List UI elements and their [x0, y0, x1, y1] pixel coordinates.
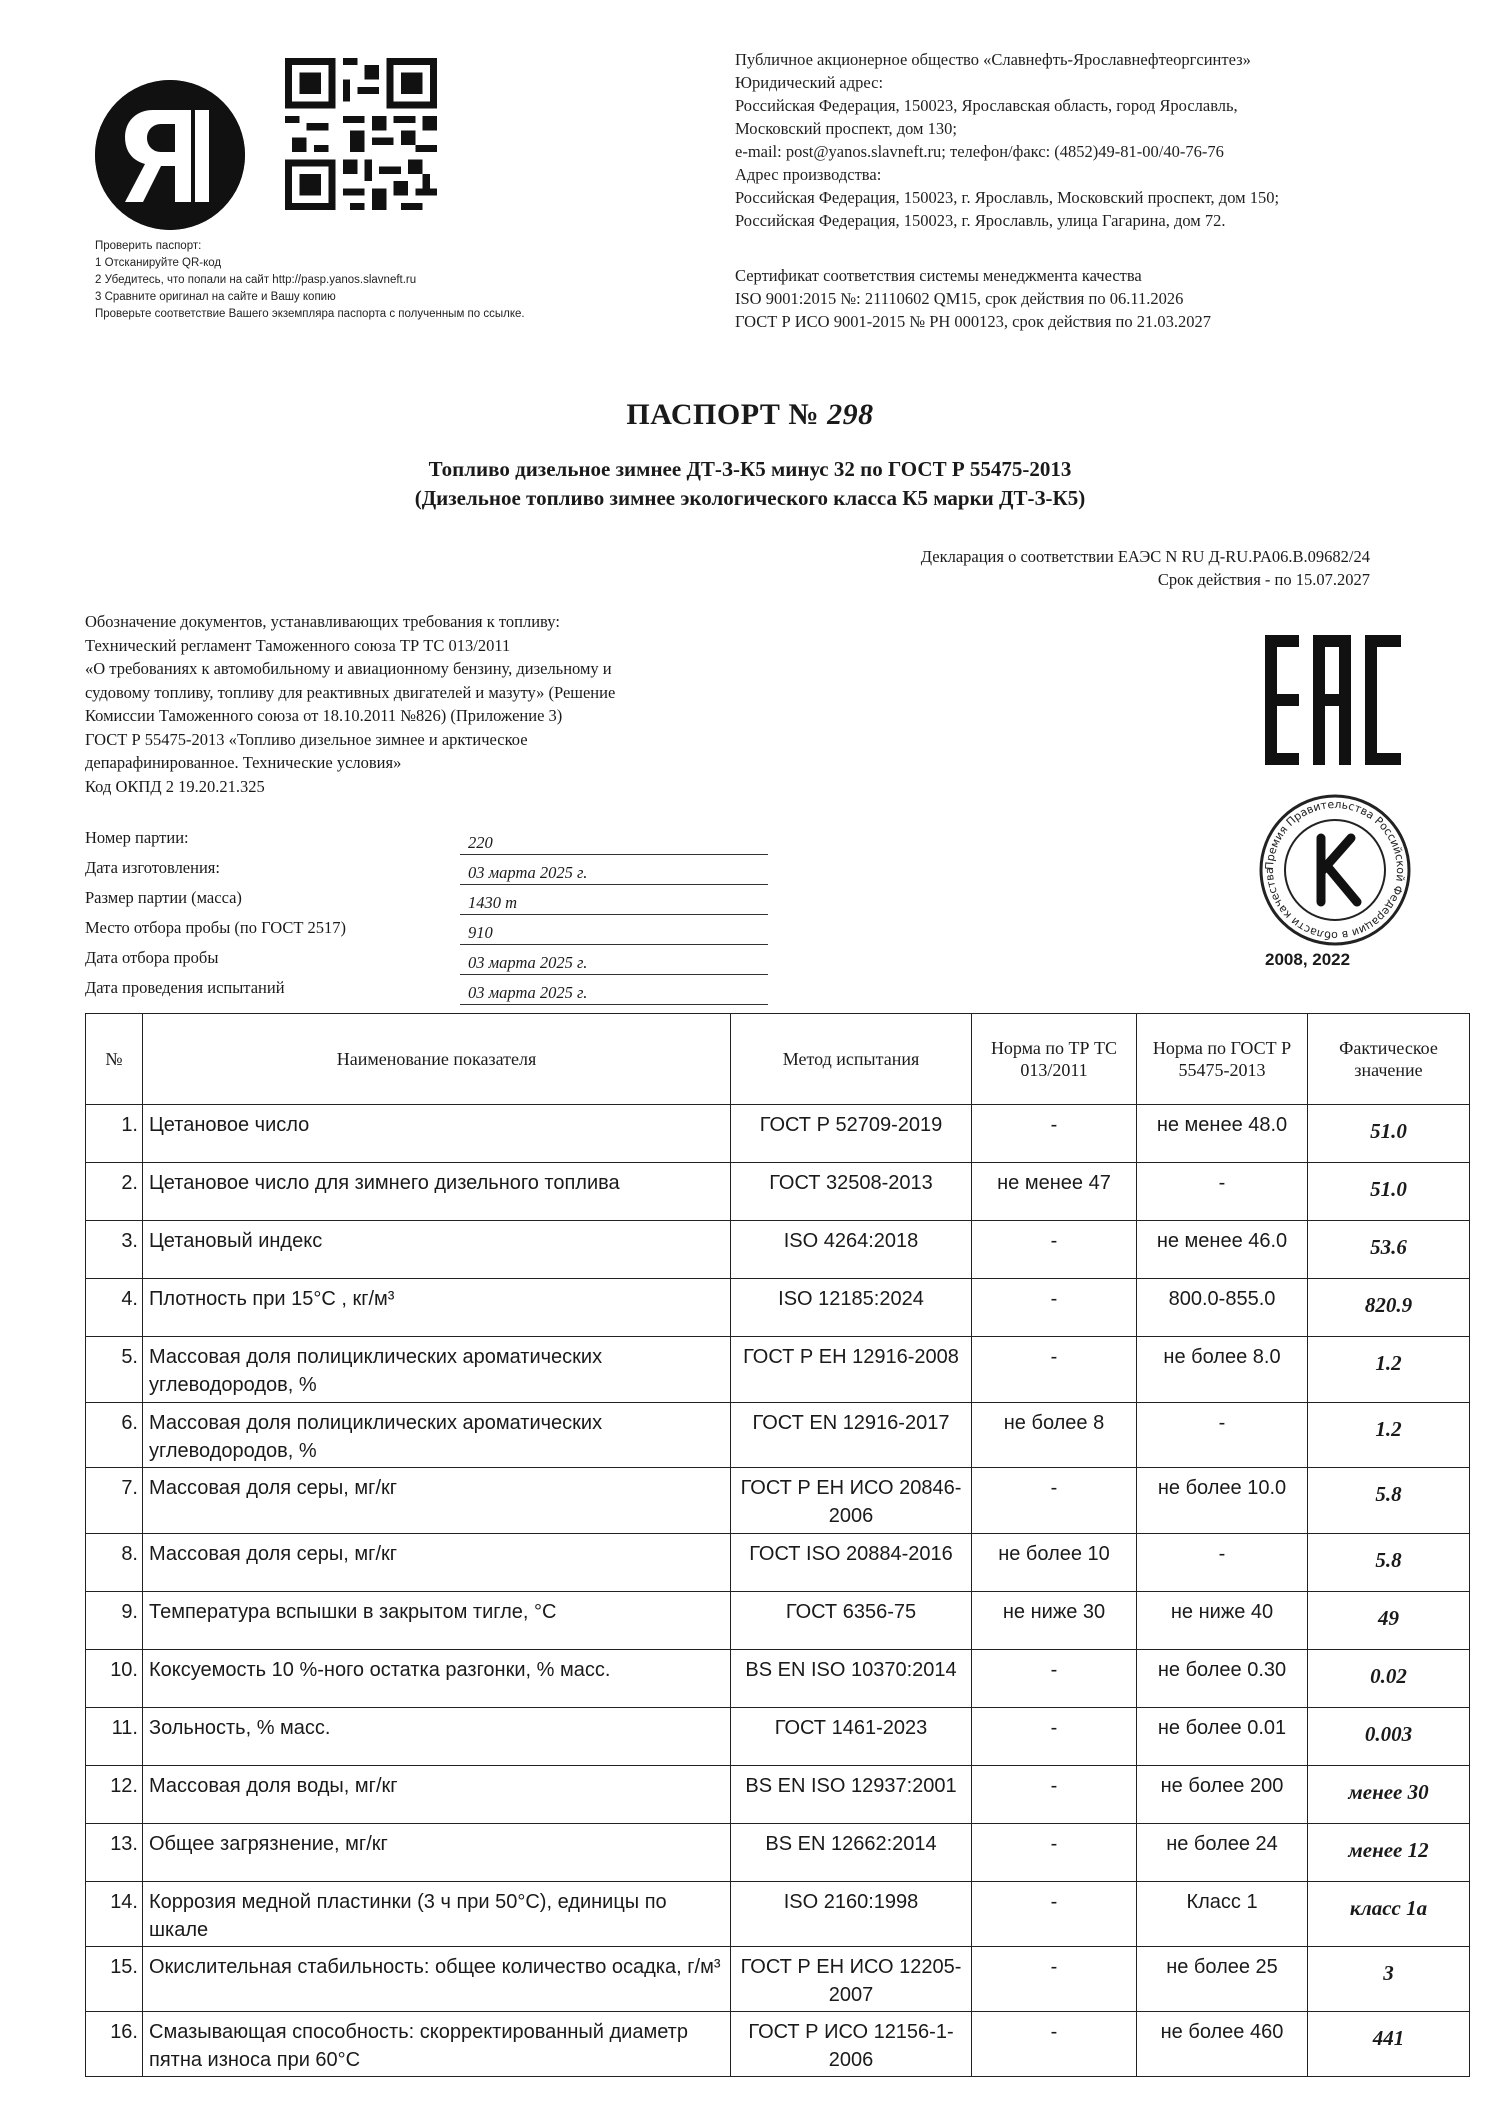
actual-value: класс 1а	[1308, 1882, 1470, 1947]
col-header-gost-norm: Норма по ГОСТ Р 55475-2013	[1137, 1014, 1308, 1105]
tr-ts-norm: -	[972, 2012, 1137, 2077]
actual-value: 0.003	[1308, 1708, 1470, 1766]
batch-value: 03 марта 2025 г.	[460, 982, 768, 1005]
actual-value: 3	[1308, 1947, 1470, 2012]
qr-code[interactable]	[285, 58, 437, 210]
company-line: Юридический адрес:	[735, 73, 884, 92]
table-row	[86, 1882, 1470, 1947]
actual-value: менее 12	[1308, 1824, 1470, 1882]
tr-ts-norm: -	[972, 1766, 1137, 1824]
tr-ts-norm: -	[972, 1105, 1137, 1163]
table-row	[86, 1824, 1470, 1882]
tr-ts-norm: -	[972, 1221, 1137, 1279]
company-line: e-mail: post@yanos.slavneft.ru; телефон/факс: (4852)49-81-00/40-76-76	[735, 142, 1224, 161]
table-row	[86, 1163, 1470, 1221]
test-method: ГОСТ Р ЕН ИСО 12205-2007	[731, 1947, 972, 2012]
table-row	[86, 1592, 1470, 1650]
check-passport-instructions	[95, 238, 525, 323]
indicator-name: Коррозия медной пластинки (3 ч при 50°С), единицы по шкале	[143, 1882, 731, 1947]
indicators-table	[85, 1013, 1470, 2077]
test-method: ГОСТ 6356-75	[731, 1592, 972, 1650]
row-number: 5.	[86, 1337, 143, 1403]
test-method: ISO 12185:2024	[731, 1279, 972, 1337]
indicator-name: Зольность, % масс.	[143, 1708, 731, 1766]
quality-certificate	[735, 264, 1211, 333]
test-method: ISO 2160:1998	[731, 1882, 972, 1947]
requirements-line: Комиссии Таможенного союза от 18.10.2011 №826) (Приложение 3)	[85, 706, 563, 725]
gost-norm: не более 24	[1137, 1824, 1308, 1882]
indicator-name: Коксуемость 10 %-ного остатка разгонки, % масс.	[143, 1650, 731, 1708]
actual-value: 441	[1308, 2012, 1470, 2077]
test-method: BS EN 12662:2014	[731, 1824, 972, 1882]
gost-norm: не более 0.30	[1137, 1650, 1308, 1708]
table-row	[86, 1337, 1470, 1403]
row-number: 9.	[86, 1592, 143, 1650]
batch-label: Дата отбора пробы	[85, 948, 219, 967]
tr-ts-norm: -	[972, 1882, 1137, 1947]
declaration-number: Декларация о соответствии ЕАЭС N RU Д-RU.PA06.B.09682/24	[920, 547, 1370, 566]
requirements-line: Код ОКПД 2 19.20.21.325	[85, 776, 265, 796]
company-line: Московский проспект, дом 130;	[735, 119, 957, 138]
batch-label: Дата изготовления:	[85, 858, 220, 877]
row-number: 16.	[86, 2012, 143, 2077]
indicator-name: Массовая доля полициклических ароматических углеводородов, %	[143, 1403, 731, 1468]
col-header-number: №	[86, 1014, 143, 1105]
gost-norm: не более 460	[1137, 2012, 1308, 2077]
table-row	[86, 2012, 1470, 2077]
test-method: ГОСТ Р ЕН ИСО 20846-2006	[731, 1468, 972, 1534]
company-info	[735, 48, 1279, 232]
tr-ts-norm: -	[972, 1468, 1137, 1534]
declaration	[921, 545, 1370, 591]
table-row	[86, 1221, 1470, 1279]
test-method: ГОСТ Р 52709-2019	[731, 1105, 972, 1163]
certificate-line: Сертификат соответствия системы менеджмента качества	[735, 266, 1142, 285]
check-line: 1 Отсканируйте QR-код	[95, 257, 222, 269]
gost-norm: не менее 46.0	[1137, 1221, 1308, 1279]
certificate-line: ISO 9001:2015 №: 21110602 QM15, срок действия по 06.11.2026	[735, 289, 1184, 308]
row-number: 15.	[86, 1947, 143, 2012]
quality-seal-icon	[1255, 790, 1415, 950]
passport-title	[0, 398, 1500, 432]
tr-ts-norm: не менее 47	[972, 1163, 1137, 1221]
row-number: 6.	[86, 1403, 143, 1468]
batch-value: 03 марта 2025 г.	[460, 862, 768, 885]
batch-label: Номер партии:	[85, 828, 189, 847]
test-method: ГОСТ 32508-2013	[731, 1163, 972, 1221]
gost-norm: не более 8.0	[1137, 1337, 1308, 1403]
row-number: 10.	[86, 1650, 143, 1708]
table-row	[86, 1650, 1470, 1708]
product-name-line: Топливо дизельное зимнее ДТ-З-К5 минус 32 по ГОСТ Р 55475-2013	[428, 457, 1072, 481]
batch-label: Дата проведения испытаний	[85, 978, 285, 997]
quality-award-years: 2008, 2022	[1265, 950, 1351, 969]
gost-norm: не более 10.0	[1137, 1468, 1308, 1534]
check-line: Проверьте соответствие Вашего экземпляра паспорта с полученным по ссылке.	[95, 308, 525, 320]
requirements-line: судовому топливу, топливу для реактивных двигателей и мазуту» (Решение	[85, 682, 616, 702]
batch-value: 220	[460, 832, 768, 855]
company-logo	[95, 80, 245, 230]
gost-norm: не менее 48.0	[1137, 1105, 1308, 1163]
passport-number: 298	[827, 398, 874, 431]
actual-value: 0.02	[1308, 1650, 1470, 1708]
yanos-logo-icon	[95, 80, 245, 230]
requirements-line: Технический регламент Таможенного союза ТР ТС 013/2011	[85, 635, 511, 655]
tr-ts-norm: -	[972, 1279, 1137, 1337]
batch-value: 910	[460, 922, 768, 945]
test-method: BS EN ISO 12937:2001	[731, 1766, 972, 1824]
quality-ring-text: Премия Правительства Российской Федерации в области качества	[1262, 797, 1408, 943]
indicator-name: Массовая доля серы, мг/кг	[143, 1468, 731, 1534]
tr-ts-norm: -	[972, 1947, 1137, 2012]
row-number: 3.	[86, 1221, 143, 1279]
certificate-line: ГОСТ Р ИСО 9001-2015 № РН 000123, срок действия по 21.03.2027	[735, 312, 1212, 331]
check-line: 3 Сравните оригинал на сайте и Вашу копию	[95, 291, 336, 303]
indicator-name: Массовая доля полициклических ароматических углеводородов, %	[143, 1337, 731, 1403]
quality-award-seal	[1255, 790, 1415, 950]
gost-norm: не более 0.01	[1137, 1708, 1308, 1766]
table-row	[86, 1534, 1470, 1592]
row-number: 11.	[86, 1708, 143, 1766]
indicator-name: Окислительная стабильность: общее количество осадка, г/м³	[143, 1947, 731, 2012]
product-name-line: (Дизельное топливо зимнее экологического класса К5 марки ДТ-З-К5)	[414, 486, 1086, 510]
actual-value: 820.9	[1308, 1279, 1470, 1337]
declaration-validity: Срок действия - по 15.07.2027	[1157, 570, 1370, 589]
requirements-line: «О требованиях к автомобильному и авиационному бензину, дизельному и	[85, 659, 612, 678]
col-header-actual-value: Фактическое значение	[1308, 1014, 1470, 1105]
row-number: 1.	[86, 1105, 143, 1163]
actual-value: 51.0	[1308, 1105, 1470, 1163]
col-header-tr-norm: Норма по ТР ТС 013/2011	[972, 1014, 1137, 1105]
col-header-indicator: Наименование показателя	[143, 1014, 731, 1105]
indicator-name: Смазывающая способность: скорректированный диаметр пятна износа при 60°С	[143, 2012, 731, 2077]
batch-value: 03 марта 2025 г.	[460, 952, 768, 975]
eac-mark	[1265, 635, 1405, 765]
gost-norm: -	[1137, 1534, 1308, 1592]
check-line: 2 Убедитесь, что попали на сайт http://pasp.yanos.slavneft.ru	[95, 274, 417, 286]
row-number: 12.	[86, 1766, 143, 1824]
requirements-line: Обозначение документов, устанавливающих требования к топливу:	[85, 612, 560, 631]
gost-norm: не более 25	[1137, 1947, 1308, 2012]
actual-value: 53.6	[1308, 1221, 1470, 1279]
indicator-name: Массовая доля серы, мг/кг	[143, 1534, 731, 1592]
tr-ts-norm: -	[972, 1650, 1137, 1708]
actual-value: 5.8	[1308, 1468, 1470, 1534]
row-number: 4.	[86, 1279, 143, 1337]
qr-code-icon	[285, 58, 437, 210]
indicator-name: Массовая доля воды, мг/кг	[143, 1766, 731, 1824]
actual-value: 1.2	[1308, 1337, 1470, 1403]
actual-value: 49	[1308, 1592, 1470, 1650]
actual-value: 1.2	[1308, 1403, 1470, 1468]
company-line: Российская Федерация, 150023, г. Ярославль, улица Гагарина, дом 72.	[735, 211, 1226, 230]
batch-label: Место отбора пробы (по ГОСТ 2517)	[85, 918, 347, 937]
company-line: Адрес производства:	[735, 165, 882, 184]
table-row	[86, 1766, 1470, 1824]
table-row	[86, 1105, 1470, 1163]
table-header-row	[86, 1014, 1470, 1105]
indicator-name: Цетановое число для зимнего дизельного топлива	[143, 1163, 731, 1221]
table-row	[86, 1468, 1470, 1534]
requirements-block	[85, 610, 755, 798]
table-row	[86, 1708, 1470, 1766]
tr-ts-norm: не более 10	[972, 1534, 1137, 1592]
actual-value: менее 30	[1308, 1766, 1470, 1824]
gost-norm: не ниже 40	[1137, 1592, 1308, 1650]
check-line: Проверить паспорт:	[95, 240, 202, 252]
tr-ts-norm: не более 8	[972, 1403, 1137, 1468]
indicator-name: Общее загрязнение, мг/кг	[143, 1824, 731, 1882]
row-number: 14.	[86, 1882, 143, 1947]
test-method: ГОСТ EN 12916-2017	[731, 1403, 972, 1468]
indicator-name: Цетановое число	[143, 1105, 731, 1163]
batch-value: 1430 т	[460, 892, 768, 915]
tr-ts-norm: -	[972, 1708, 1137, 1766]
table-row	[86, 1279, 1470, 1337]
gost-norm: не более 200	[1137, 1766, 1308, 1824]
row-number: 13.	[86, 1824, 143, 1882]
row-number: 7.	[86, 1468, 143, 1534]
gost-norm: -	[1137, 1163, 1308, 1221]
test-method: ГОСТ Р ИСО 12156-1-2006	[731, 2012, 972, 2077]
indicator-name: Плотность при 15°С , кг/м³	[143, 1279, 731, 1337]
test-method: ГОСТ 1461-2023	[731, 1708, 972, 1766]
gost-norm: 800.0-855.0	[1137, 1279, 1308, 1337]
requirements-line: депарафинированное. Технические условия»	[85, 753, 402, 772]
company-line: Российская Федерация, 150023, г. Ярославль, Московский проспект, дом 150;	[735, 188, 1280, 207]
col-header-method: Метод испытания	[731, 1014, 972, 1105]
test-method: ГОСТ ISO 20884-2016	[731, 1534, 972, 1592]
tr-ts-norm: -	[972, 1824, 1137, 1882]
tr-ts-norm: не ниже 30	[972, 1592, 1137, 1650]
company-line: Российская Федерация, 150023, Ярославская область, город Ярославль,	[735, 96, 1238, 115]
tr-ts-norm: -	[972, 1337, 1137, 1403]
gost-norm: Класс 1	[1137, 1882, 1308, 1947]
indicator-name: Температура вспышки в закрытом тигле, °С	[143, 1592, 731, 1650]
test-method: ISO 4264:2018	[731, 1221, 972, 1279]
indicator-name: Цетановый индекс	[143, 1221, 731, 1279]
company-line: Публичное акционерное общество «Славнефть-Ярославнефтеоргсинтез»	[735, 50, 1251, 69]
product-name	[0, 455, 1500, 513]
table-row	[86, 1403, 1470, 1468]
test-method: ГОСТ Р ЕН 12916-2008	[731, 1337, 972, 1403]
row-number: 2.	[86, 1163, 143, 1221]
batch-label: Размер партии (масса)	[85, 888, 242, 907]
row-number: 8.	[86, 1534, 143, 1592]
requirements-line: ГОСТ Р 55475-2013 «Топливо дизельное зимнее и арктическое	[85, 729, 528, 749]
gost-norm: -	[1137, 1403, 1308, 1468]
eac-icon	[1265, 635, 1405, 765]
test-method: BS EN ISO 10370:2014	[731, 1650, 972, 1708]
actual-value: 5.8	[1308, 1534, 1470, 1592]
actual-value: 51.0	[1308, 1163, 1470, 1221]
table-row	[86, 1947, 1470, 2012]
passport-title-label: ПАСПОРТ №	[626, 398, 820, 431]
